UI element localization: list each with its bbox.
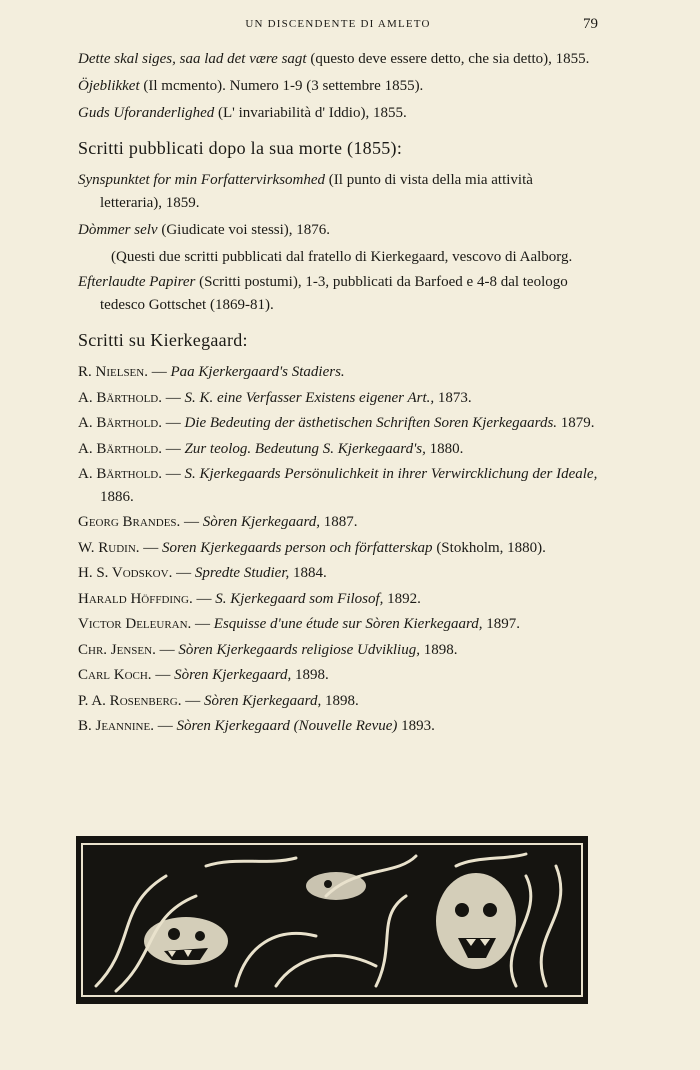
reference-author: H. S. Vodskov. — [78, 565, 173, 581]
reference-year: 1893. — [397, 718, 435, 734]
work-title: Synspunktet for min Forfattervirksomhed — [78, 172, 326, 188]
section-heading-posthumous: Scritti pubblicati dopo la sua morte (1855): — [78, 138, 403, 158]
work-title: Guds Uforanderlighed — [78, 105, 215, 121]
reference-entry — [78, 613, 598, 636]
reference-title: Sòren Kjerkegaard (Nouvelle Revue) — [176, 718, 398, 734]
reference-title: Die Bedeuting der ästhetischen Schriften Soren Kjerkegaards. — [184, 415, 558, 431]
reference-author: Victor Deleuran. — [78, 616, 192, 632]
grotesque-faces-woodcut-icon — [76, 836, 588, 1004]
work-entry — [78, 169, 598, 215]
reference-year: 1887. — [320, 514, 358, 530]
references-list — [78, 361, 598, 738]
reference-author: A. Bärthold. — [78, 440, 162, 457]
reference-title: Zur teolog. Bedeutung S. Kjerkegaard's, — [184, 440, 426, 457]
reference-entry — [78, 387, 598, 410]
reference-dash: — — [155, 641, 179, 658]
reference-author: Harald Höffding. — [78, 590, 193, 607]
reference-title: Sòren Kjerkegaards religiose Udvikliug, — [178, 641, 420, 658]
reference-entry — [78, 463, 598, 508]
reference-dash: — — [151, 667, 175, 683]
work-entry — [78, 219, 598, 242]
work-details: (questo deve essere detto, che sia detto), 1855. — [306, 51, 590, 67]
reference-year: 1892. — [383, 590, 421, 607]
reference-entry — [78, 511, 598, 534]
work-entry — [78, 271, 598, 317]
reference-year: 1898. — [321, 692, 359, 709]
reference-title: S. Kjerkegaards Persönulichkeit in ihrer Verwircklichung der Ideale, — [184, 466, 598, 482]
reference-title: S. Kjerkegaard som Filosof, — [215, 590, 384, 607]
reference-title: Paa Kjerkergaard's Stadiers. — [170, 364, 345, 380]
reference-author: Chr. Jensen. — [78, 641, 156, 658]
reference-entry — [78, 690, 598, 713]
reference-author: Carl Koch. — [78, 667, 152, 683]
reference-entry — [78, 412, 598, 435]
woodcut-illustration — [76, 836, 588, 1004]
page-number: 79 — [583, 16, 598, 32]
running-head — [78, 16, 598, 36]
reference-author: A. Bärthold. — [78, 466, 162, 482]
page-body — [78, 48, 598, 741]
reference-title: Esquisse d'une étude sur Sòren Kierkegaard, — [213, 616, 483, 632]
work-title: Dòmmer selv — [78, 222, 158, 238]
reference-author: P. A. Rosenberg. — [78, 692, 182, 709]
reference-title: Spredte Studier, — [194, 565, 290, 581]
reference-title: Sòren Kjerkegaard, — [204, 692, 322, 709]
reference-dash: — — [161, 466, 185, 482]
running-title: UN DISCENDENTE DI AMLETO — [245, 18, 431, 30]
reference-title: Soren Kjerkegaards person och författerskap — [162, 539, 433, 556]
work-details: (L' invariabilità d' Iddio), 1855. — [214, 105, 407, 121]
reference-author: A. Bärthold. — [78, 415, 162, 431]
reference-entry — [78, 438, 598, 461]
reference-year: 1886. — [100, 488, 134, 505]
reference-dash: — — [161, 415, 185, 431]
reference-entry — [78, 562, 598, 585]
work-title: Efterlaudte Papirer — [78, 274, 196, 290]
work-title: Öjeblikket — [78, 78, 140, 94]
reference-year: 1898. — [291, 667, 329, 683]
reference-dash: — — [192, 590, 216, 607]
reference-entry — [78, 639, 598, 662]
reference-author: W. Rudin. — [78, 539, 140, 556]
reference-entry — [78, 715, 598, 738]
work-details: (Giudicate voi stessi), 1876. — [157, 222, 331, 238]
reference-year: 1897. — [482, 616, 521, 632]
reference-dash: — — [147, 364, 171, 380]
reference-author: Georg Brandes. — [78, 514, 181, 530]
reference-title: Sòren Kjerkegaard, — [174, 667, 292, 683]
work-title: Dette skal siges, saa lad det være sagt — [78, 51, 307, 67]
reference-year: 1884. — [289, 565, 327, 581]
reference-dash: — — [161, 440, 185, 457]
reference-entry — [78, 537, 598, 560]
reference-dash: — — [181, 692, 205, 709]
reference-dash: — — [180, 514, 203, 530]
reference-dash: — — [139, 539, 163, 556]
work-details: (Scritti postumi), 1-3, pubblicati da Barfoed e 4-8 dal teologo tedesco Gottschet (1869-81). — [100, 274, 568, 313]
reference-author: R. Nielsen. — [78, 364, 148, 380]
reference-entry — [78, 664, 598, 687]
reference-dash: — — [161, 389, 185, 406]
reference-dash: — — [153, 718, 177, 734]
editorial-note: (Questi due scritti pubblicati dal fratello di Kierkegaard, vescovo di Aalborg. — [111, 249, 573, 265]
reference-year: 1898. — [419, 641, 458, 658]
work-entry — [78, 75, 598, 98]
reference-author: A. Bärthold. — [78, 389, 162, 406]
reference-entry — [78, 588, 598, 611]
work-details: (Il mcmento). Numero 1-9 (3 settembre 1855). — [139, 78, 424, 94]
reference-dash: — — [191, 616, 214, 632]
reference-year: (Stokholm, 1880). — [432, 539, 546, 556]
reference-title: S. K. eine Verfasser Existens eigener Art., — [184, 389, 435, 406]
reference-year: 1880. — [425, 440, 464, 457]
reference-author: B. Jeannine. — [78, 718, 154, 734]
reference-year: 1879. — [557, 415, 595, 431]
reference-entry — [78, 361, 598, 384]
work-details: (Il punto di vista della mia attività letteraria), 1859. — [100, 172, 533, 211]
reference-year: 1873. — [434, 389, 472, 406]
work-entry — [78, 48, 598, 71]
reference-dash: — — [172, 565, 195, 581]
section-heading-secondary: Scritti su Kierkegaard: — [78, 330, 248, 350]
reference-title: Sòren Kjerkegaard, — [202, 514, 320, 530]
work-entry — [78, 102, 598, 125]
